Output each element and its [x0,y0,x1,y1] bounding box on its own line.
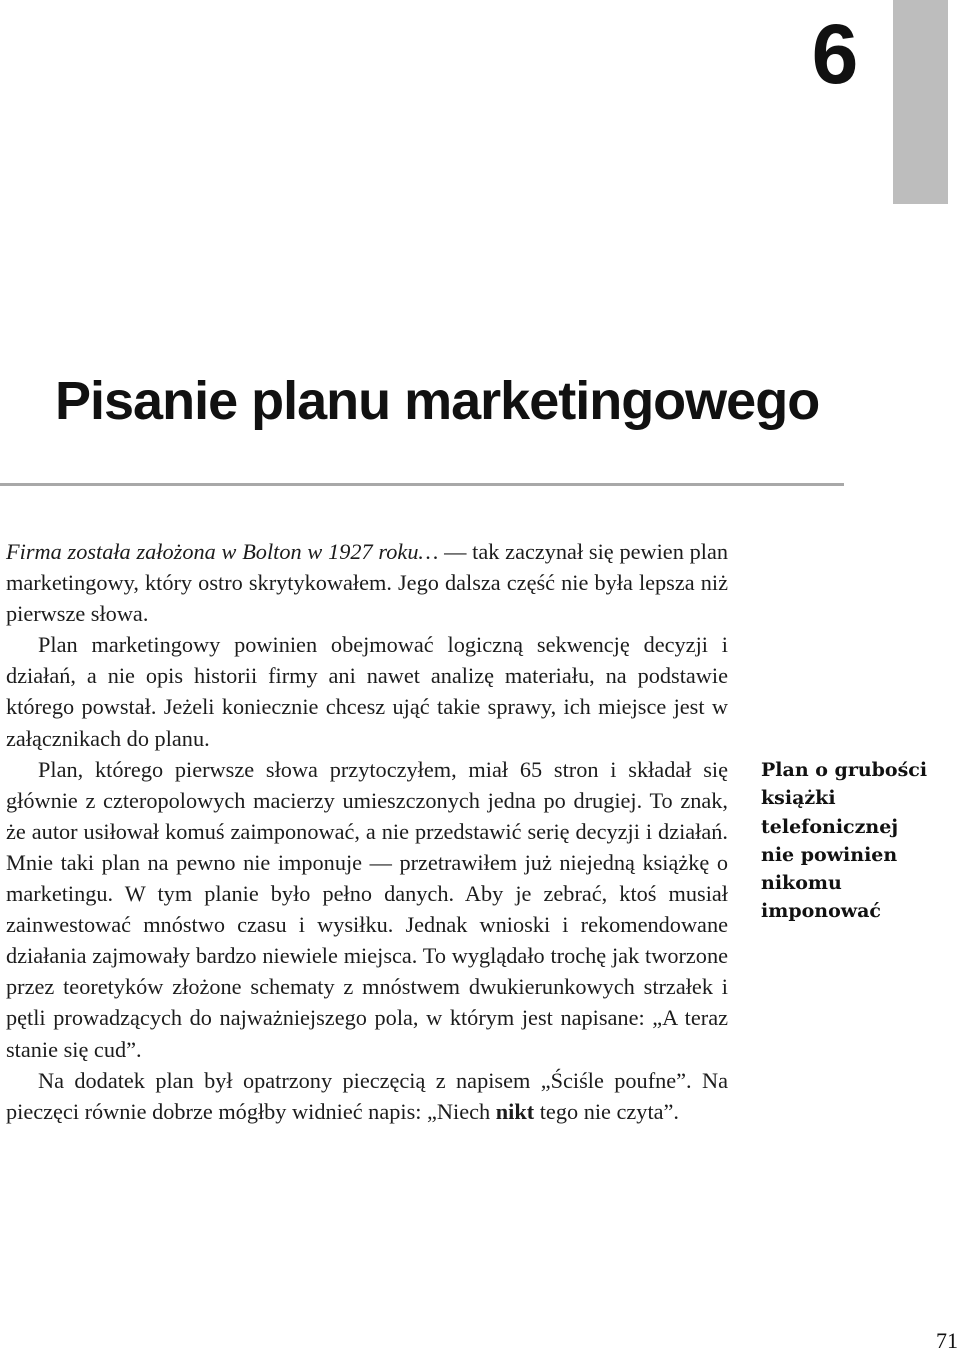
page-number: 71 [936,1328,958,1353]
body-text [6,536,728,1127]
title-divider [0,483,844,486]
paragraph-plan-definition: Plan marketingowy powinien obejmować logiczną sekwencję decyzji i działań, a nie opis historii firmy ani nawet analizę materiału, na podstawie którego powstał. Jeżeli koniecznie chcesz ująć takie sprawy, ich miejsce jest w załącznikach do planu. [6,632,728,751]
chapter-title: Pisanie planu marketingowego [55,371,820,431]
margin-note: Plan o grubości książki telefonicznej nie powinien nikomu imponować [761,759,928,923]
paragraph-plan-critique: Plan, którego pierwsze słowa przytoczyłem, miał 65 stron i składał się głównie z czteropolowych macierzy umieszczonych jedna po drugiej. To znak, że autor usiłował komuś zaimponować, a nie przedstawić serię decyzji i działań. Mnie taki plan na pewno nie imponuje — przetrawiłem już niejedną książkę o marketingu. W tym planie było pełno danych. Aby je zebrać, ktoś musiał zainwestować mnóstwo czasu i wysiłku. Jednak wnioski i rekomendowane działania zajmowały bardzo niewiele miejsca. To wyglądało trochę jak tworzone przez teoretyków złożone schematy z mnóstwem dwukierunkowych strzałek i pętli prowadzących do najważniejszego pola, w którym jest napisane: „A teraz stanie się cud”. [6,756,728,1062]
confidential-text-end: tego nie czyta”. [534,1098,680,1124]
confidential-text-start: Na dodatek plan był opatrzony pieczęcią z napisem „Ściśle poufne”. Na pieczęci równie dobrze mógłby widnieć napis: „Niech [6,1067,728,1124]
paragraph-confidential [6,1065,728,1127]
intro-continuation: — tak zaczynał się pewien plan marketingowy, który ostro skrytykowałem. Jego dalsza część nie była lepsza niż pierwsze słowa. [6,539,729,627]
paragraph-intro [6,536,728,629]
quoted-opening: Firma została założona w Bolton w 1927 roku… [6,539,439,564]
emphasis-word: nikt [495,1098,535,1124]
chapter-tab [893,0,948,204]
chapter-number: 6 [811,7,859,101]
